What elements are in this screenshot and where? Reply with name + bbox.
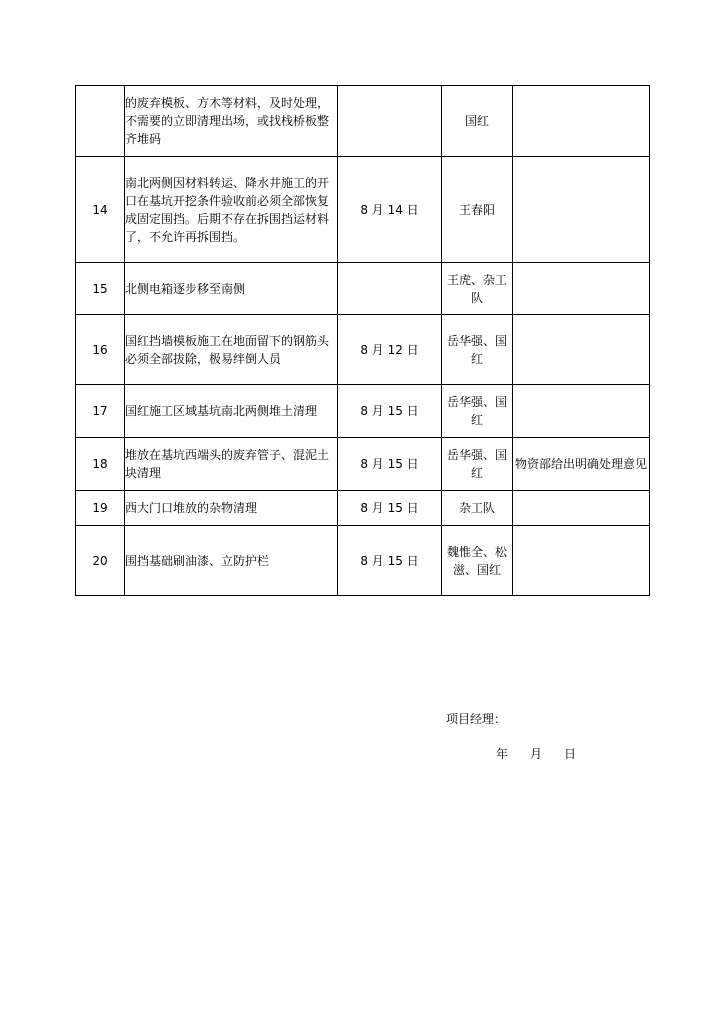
- signature-date: [496, 745, 576, 762]
- remarks: 物资部给出明确处理意见: [513, 438, 650, 491]
- row-number: 14: [76, 157, 125, 263]
- responsible-person: 魏惟全、松滋、国红: [442, 526, 513, 596]
- task-description: 北侧电箱逐步移至南侧: [125, 263, 338, 315]
- row-number: 17: [76, 385, 125, 438]
- row-number: 19: [76, 491, 125, 526]
- table-row: [76, 385, 650, 438]
- remarks: [513, 526, 650, 596]
- table-row: [76, 157, 650, 263]
- row-number: 16: [76, 315, 125, 385]
- table-row: [76, 263, 650, 315]
- remarks: [513, 263, 650, 315]
- day-label: 日: [564, 747, 577, 761]
- row-number: 20: [76, 526, 125, 596]
- responsible-person: 杂工队: [442, 491, 513, 526]
- task-table: [75, 85, 650, 596]
- row-number: 15: [76, 263, 125, 315]
- remarks: [513, 86, 650, 157]
- table-row: [76, 86, 650, 157]
- responsible-person: 岳华强、国红: [442, 438, 513, 491]
- row-number: [76, 86, 125, 157]
- deadline-date: [338, 263, 442, 315]
- remarks: [513, 315, 650, 385]
- table-row: [76, 315, 650, 385]
- deadline-date: 8 月 15 日: [338, 526, 442, 596]
- deadline-date: 8 月 15 日: [338, 438, 442, 491]
- deadline-date: 8 月 12 日: [338, 315, 442, 385]
- table-row: [76, 491, 650, 526]
- project-manager-label: 项目经理：: [446, 712, 507, 726]
- task-description: 西大门口堆放的杂物清理: [125, 491, 338, 526]
- responsible-person: 岳华强、国红: [442, 385, 513, 438]
- task-description: 围挡基础刷油漆、立防护栏: [125, 526, 338, 596]
- remarks: [513, 491, 650, 526]
- year-label: 年: [496, 747, 509, 761]
- task-description: 国红挡墙模板施工在地面留下的钢筋头必须全部拔除，极易绊倒人员: [125, 315, 338, 385]
- task-description: 的废弃模板、方木等材料，及时处理，不需要的立即清理出场，或找栈桥板整齐堆码: [125, 86, 338, 157]
- responsible-person: 岳华强、国红: [442, 315, 513, 385]
- table-row: [76, 526, 650, 596]
- responsible-person: 国红: [442, 86, 513, 157]
- row-number: 18: [76, 438, 125, 491]
- deadline-date: 8 月 14 日: [338, 157, 442, 263]
- task-description: 堆放在基坑西端头的废弃管子、混泥土块清理: [125, 438, 338, 491]
- remarks: [513, 385, 650, 438]
- month-label: 月: [530, 747, 543, 761]
- task-description: 南北两侧因材料转运、降水井施工的开口在基坑开挖条件验收前必须全部恢复成固定围挡。后期不存在拆围挡运材料了，不允许再拆围挡。: [125, 157, 338, 263]
- table-row: [76, 438, 650, 491]
- deadline-date: [338, 86, 442, 157]
- responsible-person: 王虎、杂工队: [442, 263, 513, 315]
- remarks: [513, 157, 650, 263]
- deadline-date: 8 月 15 日: [338, 491, 442, 526]
- deadline-date: 8 月 15 日: [338, 385, 442, 438]
- task-description: 国红施工区域基坑南北两侧堆土清理: [125, 385, 338, 438]
- responsible-person: 王春阳: [442, 157, 513, 263]
